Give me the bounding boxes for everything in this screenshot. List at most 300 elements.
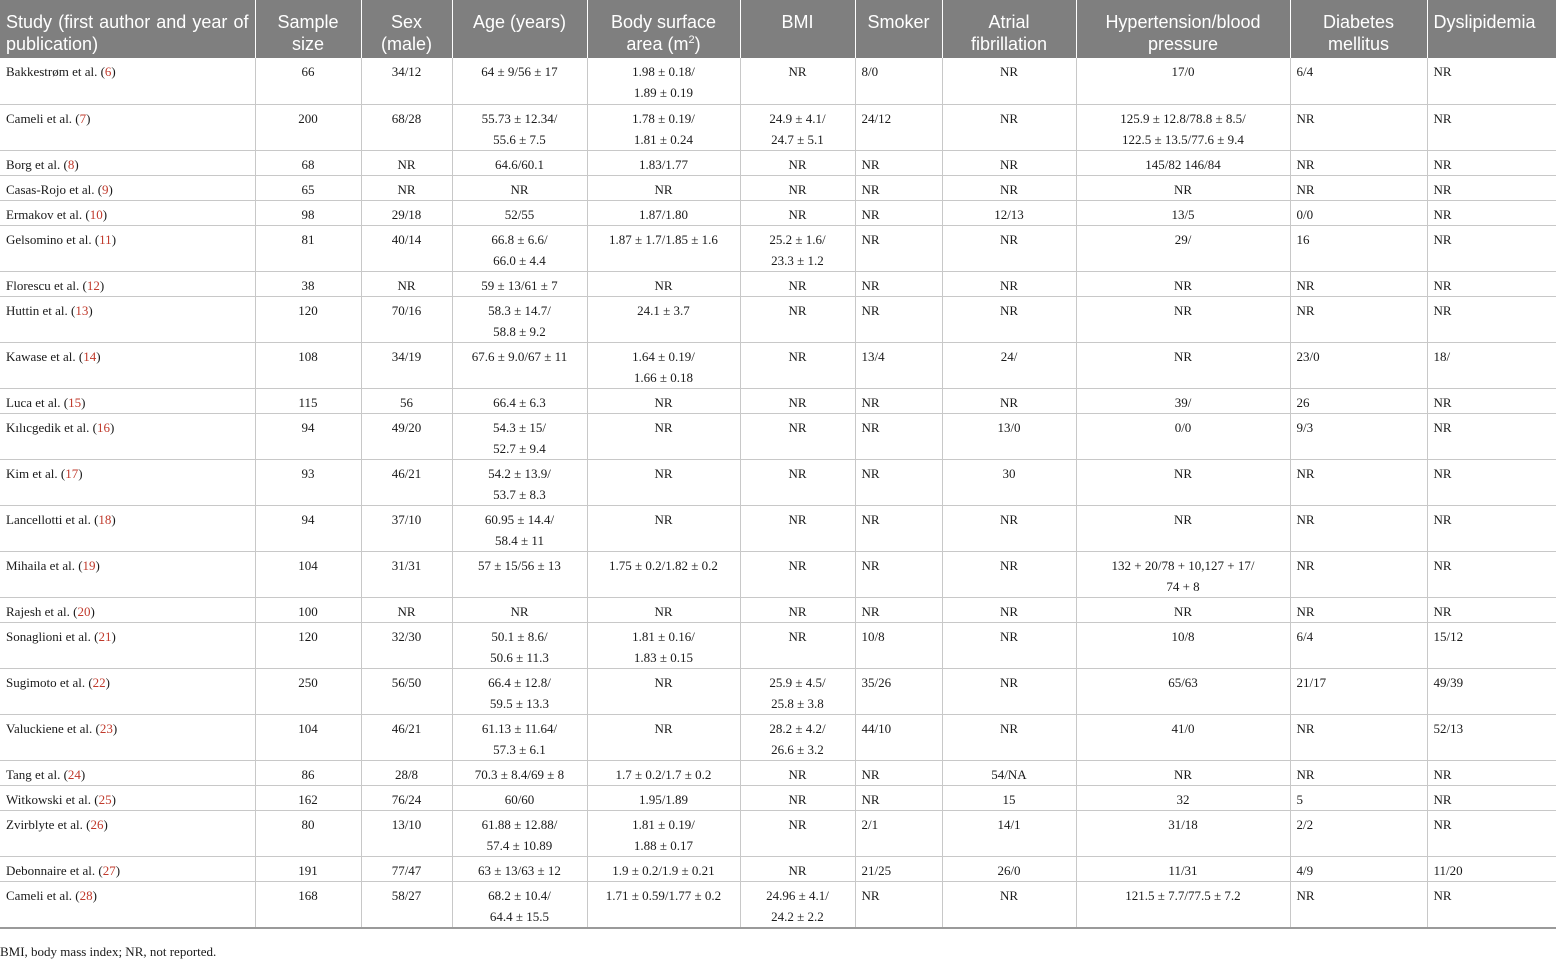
reference-close: ) — [111, 64, 116, 79]
cell-smoker: 44/10 — [855, 714, 942, 760]
cell-bmi — [740, 388, 855, 413]
study-author: Debonnaire et al. ( — [6, 862, 103, 878]
study-author: Valuckiene et al. ( — [6, 720, 100, 736]
cell-age — [452, 714, 587, 760]
cell-af: NR — [942, 505, 1076, 551]
cell-bsa-line: NR — [654, 419, 673, 435]
cell-study — [0, 296, 255, 342]
cell-age — [452, 551, 587, 597]
cell-bsa — [587, 104, 740, 150]
cell-af: NR — [942, 388, 1076, 413]
cell-dyslipidemia: NR — [1427, 413, 1556, 459]
cell-dyslipidemia: NR — [1427, 388, 1556, 413]
cell-age — [452, 785, 587, 810]
cell-diabetes: NR — [1290, 881, 1427, 928]
cell-diabetes: NR — [1290, 459, 1427, 505]
cell-smoker: 8/0 — [855, 58, 942, 104]
table-row — [0, 622, 1556, 668]
cell-bmi-line: NR — [788, 302, 807, 318]
cell-bsa — [587, 668, 740, 714]
cell-study — [0, 413, 255, 459]
cell-study — [0, 342, 255, 388]
study-author: Huttin et al. ( — [6, 302, 76, 318]
cell-age-line: 54.2 ± 13.9/ — [488, 465, 551, 481]
cell-bmi — [740, 668, 855, 714]
cell-bsa — [587, 785, 740, 810]
cell-hypertension-line: 121.5 ± 7.7/77.5 ± 7.2 — [1125, 887, 1241, 903]
cell-age-line: 61.13 ± 11.64/ — [481, 720, 558, 736]
cell-bsa — [587, 551, 740, 597]
cell-smoker: NR — [855, 785, 942, 810]
cell-sex: 31/31 — [361, 551, 452, 597]
cell-sex: NR — [361, 150, 452, 175]
cell-hypertension — [1076, 551, 1290, 597]
cell-hypertension — [1076, 622, 1290, 668]
cell-dyslipidemia: NR — [1427, 58, 1556, 104]
table-row — [0, 225, 1556, 271]
cell-sex: 37/10 — [361, 505, 452, 551]
table-row — [0, 785, 1556, 810]
study-author: Lancellotti et al. ( — [6, 511, 99, 527]
cell-hypertension — [1076, 881, 1290, 928]
header-diabetes: Diabetes mellitus — [1290, 0, 1427, 58]
study-author: Kılıcgedik et al. ( — [6, 419, 97, 435]
cell-age — [452, 856, 587, 881]
cell-dyslipidemia: NR — [1427, 551, 1556, 597]
cell-diabetes: NR — [1290, 296, 1427, 342]
cell-study — [0, 505, 255, 551]
cell-hypertension-line: 41/0 — [1171, 720, 1195, 736]
cell-sample-size: 80 — [255, 810, 361, 856]
reference-close: ) — [92, 887, 97, 903]
study-author: Ermakov et al. ( — [6, 206, 90, 222]
reference-close: ) — [111, 791, 116, 807]
cell-af: NR — [942, 271, 1076, 296]
header-bsa-end: ) — [694, 34, 701, 54]
cell-study — [0, 785, 255, 810]
cell-diabetes: NR — [1290, 150, 1427, 175]
cell-hypertension-line: 17/0 — [1171, 64, 1195, 79]
cell-bsa-line: NR — [654, 465, 673, 481]
cell-hypertension-line: 32 — [1176, 791, 1190, 807]
cell-study — [0, 104, 255, 150]
cell-age-line: 64.6/60.1 — [494, 156, 545, 172]
cell-hypertension-line: 29/ — [1174, 231, 1192, 247]
cell-hypertension-line: 13/5 — [1171, 206, 1195, 222]
cell-af: NR — [942, 551, 1076, 597]
study-author: Zvirblyte et al. ( — [6, 816, 91, 832]
reference-number: 25 — [98, 791, 112, 807]
cell-bmi — [740, 271, 855, 296]
cell-smoker: NR — [855, 388, 942, 413]
table-row — [0, 597, 1556, 622]
cell-bsa-line: NR — [654, 511, 673, 527]
table-row — [0, 58, 1556, 104]
cell-bsa-line: 1.98 ± 0.18/ — [632, 64, 695, 79]
study-author: Sonaglioni et al. ( — [6, 628, 99, 644]
cell-bsa — [587, 342, 740, 388]
cell-bsa-line: 1.7 ± 0.2/1.7 ± 0.2 — [615, 766, 712, 782]
cell-sample-size: 81 — [255, 225, 361, 271]
cell-diabetes: NR — [1290, 271, 1427, 296]
cell-hypertension — [1076, 597, 1290, 622]
table-row — [0, 810, 1556, 856]
cell-study — [0, 714, 255, 760]
cell-sex: 46/21 — [361, 714, 452, 760]
cell-age-line: 52.7 ± 9.4 — [493, 440, 546, 456]
table-row — [0, 200, 1556, 225]
header-af: Atrial fibrillation — [942, 0, 1076, 58]
cell-age-line: 60.95 ± 14.4/ — [484, 511, 555, 527]
cell-smoker: 35/26 — [855, 668, 942, 714]
cell-bsa-line: 1.81 ± 0.16/ — [632, 628, 695, 644]
cell-bmi — [740, 760, 855, 785]
cell-bsa-line: 1.83 ± 0.15 — [633, 649, 694, 665]
cell-bsa — [587, 856, 740, 881]
cell-study — [0, 881, 255, 928]
cell-hypertension-line: 145/82 146/84 — [1145, 156, 1221, 172]
cell-age-line: 58.8 ± 9.2 — [493, 323, 546, 339]
cell-bmi — [740, 459, 855, 505]
cell-hypertension-line: NR — [1173, 603, 1193, 619]
cell-bmi-line: NR — [788, 465, 807, 481]
cell-age — [452, 200, 587, 225]
cell-sample-size: 68 — [255, 150, 361, 175]
cell-bmi-line: NR — [788, 181, 807, 197]
cell-hypertension — [1076, 856, 1290, 881]
cell-age-line: 66.0 ± 4.4 — [493, 252, 546, 268]
cell-sample-size: 94 — [255, 413, 361, 459]
reference-number: 13 — [75, 302, 89, 318]
table-row — [0, 760, 1556, 785]
reference-close: ) — [102, 206, 108, 222]
cell-sex: 70/16 — [361, 296, 452, 342]
cell-age — [452, 58, 587, 104]
reference-close: ) — [86, 110, 91, 126]
cell-bmi — [740, 342, 855, 388]
cell-sex: 28/8 — [361, 760, 452, 785]
cell-bmi-line: 24.2 ± 2.2 — [771, 908, 824, 924]
cell-hypertension-line: 39/ — [1174, 394, 1192, 410]
cell-age — [452, 175, 587, 200]
cell-sex: 34/19 — [361, 342, 452, 388]
cell-diabetes: NR — [1290, 104, 1427, 150]
cell-hypertension — [1076, 413, 1290, 459]
cell-age — [452, 459, 587, 505]
cell-smoker: NR — [855, 551, 942, 597]
cell-sex: NR — [361, 175, 452, 200]
cell-age — [452, 505, 587, 551]
cell-af: NR — [942, 597, 1076, 622]
cell-bmi-line: NR — [788, 862, 807, 878]
cell-bmi — [740, 810, 855, 856]
cell-bsa — [587, 58, 740, 104]
cell-sex: 34/12 — [361, 58, 452, 104]
reference-number: 22 — [92, 674, 106, 690]
cell-sample-size: 200 — [255, 104, 361, 150]
cell-bsa-line: 1.87/1.80 — [638, 206, 689, 222]
cell-sample-size: 86 — [255, 760, 361, 785]
table-row — [0, 342, 1556, 388]
cell-age-line: 50.6 ± 11.3 — [490, 649, 549, 665]
cell-bsa — [587, 597, 740, 622]
table-header — [0, 0, 1556, 58]
reference-close: ) — [80, 766, 86, 782]
cell-age — [452, 296, 587, 342]
cell-bmi-line: NR — [788, 816, 807, 832]
cell-hypertension-line: 0/0 — [1174, 419, 1192, 435]
reference-number: 18 — [98, 511, 112, 527]
cell-age — [452, 881, 587, 928]
cell-bmi-line: 24.96 ± 4.1/ — [766, 887, 829, 903]
cell-bsa — [587, 225, 740, 271]
cell-study — [0, 551, 255, 597]
cell-bmi — [740, 225, 855, 271]
cell-af: 24/ — [942, 342, 1076, 388]
cell-age-line: 66.8 ± 6.6/ — [491, 231, 548, 247]
cell-age-line: 59.5 ± 13.3 — [489, 695, 550, 711]
cell-bmi — [740, 104, 855, 150]
cell-age-line: 64.4 ± 15.5 — [489, 908, 550, 924]
cell-bsa — [587, 200, 740, 225]
table-row — [0, 551, 1556, 597]
cell-sample-size: 115 — [255, 388, 361, 413]
cell-bsa-line: 1.81 ± 0.19/ — [632, 816, 695, 832]
cell-sample-size: 100 — [255, 597, 361, 622]
cell-age — [452, 810, 587, 856]
cell-bmi — [740, 175, 855, 200]
cell-sample-size: 104 — [255, 551, 361, 597]
cell-hypertension — [1076, 810, 1290, 856]
table-row — [0, 271, 1556, 296]
cell-dyslipidemia: NR — [1427, 785, 1556, 810]
cell-bmi — [740, 785, 855, 810]
cell-dyslipidemia: 49/39 — [1427, 668, 1556, 714]
reference-close: ) — [108, 181, 113, 197]
cell-diabetes: 4/9 — [1290, 856, 1427, 881]
cell-sex: 77/47 — [361, 856, 452, 881]
cell-bsa — [587, 622, 740, 668]
cell-af: 30 — [942, 459, 1076, 505]
reference-close: ) — [115, 862, 121, 878]
cell-dyslipidemia: NR — [1427, 271, 1556, 296]
cell-af: 54/NA — [942, 760, 1076, 785]
cell-bsa-line: NR — [654, 674, 673, 690]
header-dyslipidemia: Dyslipidemia — [1427, 0, 1556, 58]
cell-bsa-line: 1.66 ± 0.18 — [633, 369, 694, 385]
cell-bmi-line: NR — [788, 766, 807, 782]
reference-close: ) — [88, 302, 93, 318]
cell-hypertension — [1076, 459, 1290, 505]
cell-hypertension-line: NR — [1173, 766, 1193, 782]
cell-hypertension-line: 74 + 8 — [1166, 578, 1200, 594]
cell-study — [0, 225, 255, 271]
cell-sample-size: 93 — [255, 459, 361, 505]
cell-sample-size: 104 — [255, 714, 361, 760]
reference-number: 27 — [102, 862, 116, 878]
cell-sample-size: 66 — [255, 58, 361, 104]
cell-bmi-line: 25.2 ± 1.6/ — [769, 231, 826, 247]
study-author: Cameli et al. ( — [6, 887, 80, 903]
cell-bsa — [587, 271, 740, 296]
cell-age-line: 53.7 ± 8.3 — [493, 486, 546, 502]
cell-bmi — [740, 58, 855, 104]
cell-bsa-line: NR — [654, 181, 673, 197]
cell-age-line: 67.6 ± 9.0/67 ± 11 — [471, 348, 568, 364]
cell-sex: NR — [361, 597, 452, 622]
reference-number: 24 — [67, 766, 81, 782]
cell-study — [0, 856, 255, 881]
cell-hypertension-line: 11/31 — [1168, 862, 1198, 878]
cell-bmi-line: 24.9 ± 4.1/ — [769, 110, 826, 126]
reference-close: ) — [111, 511, 116, 527]
reference-number: 19 — [82, 557, 96, 573]
cell-diabetes: 16 — [1290, 225, 1427, 271]
cell-hypertension-line: NR — [1173, 302, 1193, 318]
cell-diabetes: NR — [1290, 175, 1427, 200]
cell-dyslipidemia: NR — [1427, 597, 1556, 622]
cell-af: NR — [942, 104, 1076, 150]
cell-hypertension — [1076, 296, 1290, 342]
reference-number: 6 — [104, 64, 112, 79]
reference-number: 23 — [99, 720, 113, 736]
cell-hypertension-line: 125.9 ± 12.8/78.8 ± 8.5/ — [1120, 110, 1246, 126]
cell-af: 13/0 — [942, 413, 1076, 459]
cell-bsa — [587, 459, 740, 505]
cell-bsa — [587, 714, 740, 760]
cell-bsa — [587, 881, 740, 928]
study-author: Florescu et al. ( — [6, 277, 87, 293]
reference-number: 21 — [98, 628, 112, 644]
cell-age-line: NR — [510, 603, 529, 619]
cell-bsa-line: NR — [654, 720, 673, 736]
cell-age — [452, 104, 587, 150]
cell-diabetes: 9/3 — [1290, 413, 1427, 459]
cell-bmi-line: 25.8 ± 3.8 — [771, 695, 824, 711]
cell-hypertension-line: 65/63 — [1168, 674, 1198, 690]
header-bmi: BMI — [740, 0, 855, 58]
cell-bmi — [740, 622, 855, 668]
cell-hypertension — [1076, 200, 1290, 225]
cell-dyslipidemia: NR — [1427, 200, 1556, 225]
cell-diabetes: 6/4 — [1290, 58, 1427, 104]
cell-sex: 56 — [361, 388, 452, 413]
study-author: Witkowski et al. ( — [6, 791, 99, 807]
cell-hypertension — [1076, 714, 1290, 760]
header-bsa — [587, 0, 740, 58]
cell-bsa-line: 1.83/1.77 — [638, 156, 689, 172]
cell-age — [452, 668, 587, 714]
cell-bsa-line: NR — [654, 603, 673, 619]
cell-bmi-line: NR — [788, 603, 807, 619]
header-smoker: Smoker — [855, 0, 942, 58]
cell-bsa-line: 1.71 ± 0.59/1.77 ± 0.2 — [605, 887, 722, 903]
cell-sex: 49/20 — [361, 413, 452, 459]
cell-smoker: NR — [855, 413, 942, 459]
cell-af: 14/1 — [942, 810, 1076, 856]
cell-bmi — [740, 856, 855, 881]
cell-af: 12/13 — [942, 200, 1076, 225]
reference-close: ) — [96, 348, 101, 364]
cell-bmi-line: NR — [788, 628, 807, 644]
cell-diabetes: 23/0 — [1290, 342, 1427, 388]
cell-smoker: NR — [855, 881, 942, 928]
cell-age-line: 50.1 ± 8.6/ — [491, 628, 548, 644]
cell-bsa — [587, 150, 740, 175]
table-row — [0, 856, 1556, 881]
cell-bsa-line: 1.75 ± 0.2/1.82 ± 0.2 — [609, 557, 718, 573]
study-author: Casas-Rojo et al. ( — [6, 181, 103, 197]
cell-bmi — [740, 714, 855, 760]
cell-hypertension — [1076, 505, 1290, 551]
cell-hypertension-line: 132 + 20/78 + 10,127 + 17/ — [1111, 557, 1255, 573]
cell-bmi-line: NR — [788, 557, 807, 573]
cell-bsa-line: NR — [654, 394, 673, 410]
cell-sample-size: 162 — [255, 785, 361, 810]
reference-number: 11 — [99, 231, 112, 247]
cell-bsa — [587, 505, 740, 551]
table-row — [0, 150, 1556, 175]
cell-bmi — [740, 505, 855, 551]
cell-af: NR — [942, 150, 1076, 175]
study-author: Borg et al. ( — [6, 156, 68, 172]
study-author: Kim et al. ( — [6, 465, 66, 481]
cell-sex: 58/27 — [361, 881, 452, 928]
table-row — [0, 296, 1556, 342]
cell-dyslipidemia: NR — [1427, 505, 1556, 551]
header-row — [0, 0, 1556, 58]
cell-dyslipidemia: NR — [1427, 459, 1556, 505]
table-row — [0, 714, 1556, 760]
cell-bsa-line: 1.81 ± 0.24 — [633, 131, 694, 147]
cell-bsa-line: 1.95/1.89 — [638, 791, 689, 807]
cell-study — [0, 622, 255, 668]
cell-age — [452, 760, 587, 785]
cell-smoker: 13/4 — [855, 342, 942, 388]
cell-dyslipidemia: NR — [1427, 225, 1556, 271]
study-author: Rajesh et al. ( — [6, 603, 78, 619]
header-sex: Sex (male) — [361, 0, 452, 58]
table-row — [0, 104, 1556, 150]
cell-age — [452, 225, 587, 271]
cell-study — [0, 597, 255, 622]
reference-close: ) — [109, 419, 115, 435]
header-sample-size: Sample size — [255, 0, 361, 58]
cell-hypertension-line: NR — [1173, 465, 1193, 481]
header-bsa-sup: 2 — [688, 34, 695, 46]
cell-sample-size: 108 — [255, 342, 361, 388]
cell-sex: 40/14 — [361, 225, 452, 271]
table-row — [0, 505, 1556, 551]
cell-sex: 76/24 — [361, 785, 452, 810]
cell-diabetes: NR — [1290, 597, 1427, 622]
cell-bsa — [587, 413, 740, 459]
cell-diabetes: NR — [1290, 505, 1427, 551]
cell-bmi-line: NR — [788, 206, 807, 222]
reference-number: 10 — [89, 206, 103, 222]
cell-bmi-line: NR — [788, 419, 807, 435]
reference-number: 14 — [83, 348, 97, 364]
cell-dyslipidemia: 18/ — [1427, 342, 1556, 388]
cell-bmi — [740, 597, 855, 622]
cell-age-line: NR — [510, 181, 529, 197]
cell-hypertension-line: 31/18 — [1168, 816, 1198, 832]
cell-diabetes: 6/4 — [1290, 622, 1427, 668]
cell-sex: 13/10 — [361, 810, 452, 856]
cell-hypertension — [1076, 342, 1290, 388]
cell-bmi-line: NR — [788, 64, 807, 79]
cell-af: NR — [942, 58, 1076, 104]
